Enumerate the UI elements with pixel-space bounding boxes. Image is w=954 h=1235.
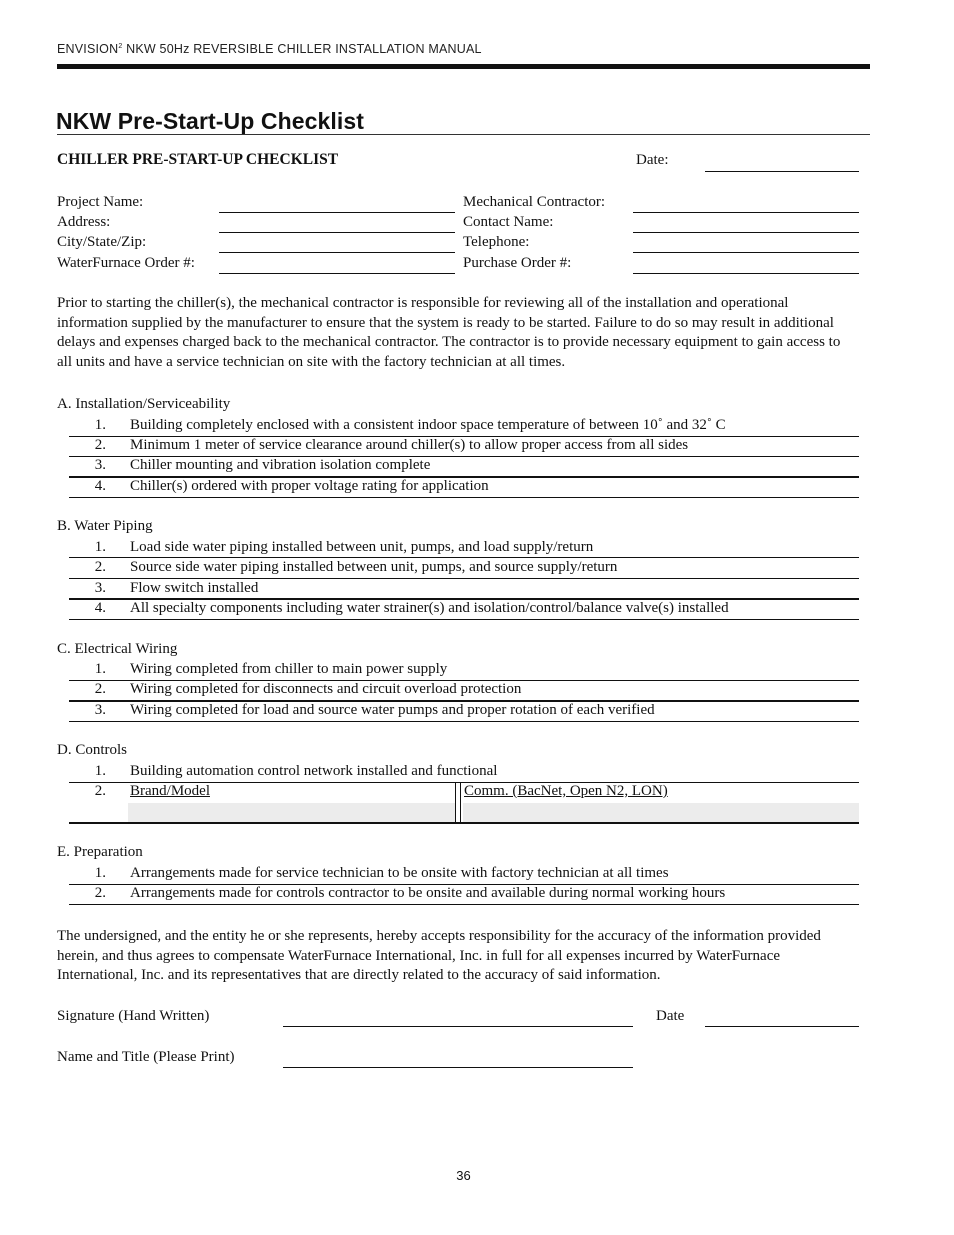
column-divider: [460, 782, 461, 823]
brand-superscript: 2: [118, 42, 123, 50]
checklist-item: Chiller mounting and vibration isolation complete: [130, 457, 431, 473]
header-rule: [57, 64, 870, 69]
item-number: 1.: [94, 539, 106, 555]
checklist-item: Source side water piping installed between unit, pumps, and source supply/return: [130, 559, 618, 575]
row-divider: [69, 904, 859, 905]
item-number: 2.: [94, 783, 106, 799]
item-number: 3.: [94, 702, 106, 718]
signature-field[interactable]: [283, 1026, 633, 1027]
item-number: 2.: [94, 437, 106, 453]
order-number-label: WaterFurnace Order #:: [57, 255, 195, 271]
contact-name-field[interactable]: [633, 232, 859, 233]
telephone-field[interactable]: [633, 252, 859, 253]
comm-protocol-label: Comm. (BacNet, Open N2, LON): [464, 783, 668, 799]
page-title: NKW Pre-Start-Up Checklist: [56, 108, 365, 134]
manual-title: NKW 50Hz REVERSIBLE CHILLER INSTALLATION MANUAL: [122, 42, 482, 56]
city-state-zip-label: City/State/Zip:: [57, 234, 147, 250]
section-title-installation: A. Installation/Serviceability: [57, 396, 231, 412]
telephone-label: Telephone:: [463, 234, 530, 250]
item-number: 3.: [94, 580, 106, 596]
column-divider: [455, 782, 456, 823]
title-rule: [57, 134, 870, 135]
address-field[interactable]: [219, 232, 455, 233]
name-title-label: Name and Title (Please Print): [57, 1049, 235, 1065]
project-name-label: Project Name:: [57, 194, 144, 210]
item-number: 2.: [94, 559, 106, 575]
form-subtitle: CHILLER PRE-START-UP CHECKLIST: [57, 151, 339, 168]
brand-name: ENVISION: [57, 42, 119, 56]
row-divider: [69, 619, 859, 620]
section-title-controls: D. Controls: [57, 742, 128, 758]
checklist-item: Minimum 1 meter of service clearance around chiller(s) to allow proper access from all sides: [130, 437, 689, 453]
checklist-item: Arrangements made for controls contractor to be onsite and available during normal working hours: [130, 885, 726, 901]
name-title-field[interactable]: [283, 1067, 633, 1068]
item-number: 3.: [94, 457, 106, 473]
row-divider: [69, 721, 859, 722]
page-number: 36: [456, 1168, 471, 1183]
item-number: 1.: [94, 763, 106, 779]
row-divider: [69, 578, 859, 579]
item-number: 1.: [94, 661, 106, 677]
item-number: 1.: [94, 417, 106, 433]
item-number: 2.: [94, 681, 106, 697]
order-number-field[interactable]: [219, 273, 455, 274]
signature-date-field[interactable]: [705, 1026, 859, 1027]
brand-model-field[interactable]: [128, 803, 455, 822]
signature-label: Signature (Hand Written): [57, 1008, 210, 1024]
row-divider: [69, 497, 859, 498]
checklist-item: Arrangements made for service technician to be onsite with factory technician at all times: [130, 865, 669, 881]
running-header: [57, 42, 482, 56]
intro-paragraph: Prior to starting the chiller(s), the mechanical contractor is responsible for reviewing all of the installation and operational information supplied by the manufacturer to ensure that the system is ready to be started. Failure to do so may result in additional delays and expenses charged back to the mechanical contractor. The contractor is to provide necessary equipment to gain access to all units and have a service technician on site with the factory technician at all times.: [57, 295, 841, 370]
signature-date-label: Date: [656, 1008, 685, 1024]
section-title-water-piping: B. Water Piping: [57, 518, 153, 534]
comm-protocol-field[interactable]: [463, 803, 859, 822]
purchase-order-field[interactable]: [633, 273, 859, 274]
checklist-item: Chiller(s) ordered with proper voltage rating for application: [130, 478, 489, 494]
city-state-zip-field[interactable]: [219, 252, 455, 253]
item-number: 4.: [94, 600, 106, 616]
section-title-electrical: C. Electrical Wiring: [57, 641, 178, 657]
item-number: 4.: [94, 478, 106, 494]
mechanical-contractor-label: Mechanical Contractor:: [463, 194, 606, 210]
checklist-item: Wiring completed for load and source water pumps and proper rotation of each verified: [130, 702, 655, 718]
section-title-preparation: E. Preparation: [57, 844, 143, 860]
item-number: 1.: [94, 865, 106, 881]
date-label: Date:: [636, 152, 669, 168]
closing-paragraph: The undersigned, and the entity he or she represents, hereby accepts responsibility for the accuracy of the information provided herein, and thus agrees to compensate WaterFurnace International, Inc. in full for all expenses incurred by WaterFurnace International, Inc. and its representatives that are directly related to the accuracy of said information.: [57, 928, 821, 984]
checklist-item: Wiring completed from chiller to main power supply: [130, 661, 448, 677]
checklist-item: Flow switch installed: [130, 580, 259, 596]
checklist-item: Wiring completed for disconnects and circuit overload protection: [130, 681, 522, 697]
row-divider: [69, 557, 859, 558]
mechanical-contractor-field[interactable]: [633, 212, 859, 213]
project-name-field[interactable]: [219, 212, 455, 213]
date-field[interactable]: [705, 171, 859, 172]
item-number: 2.: [94, 885, 106, 901]
address-label: Address:: [57, 214, 111, 230]
purchase-order-label: Purchase Order #:: [463, 255, 572, 271]
row-divider: [69, 822, 859, 824]
checklist-item: Load side water piping installed between unit, pumps, and load supply/return: [130, 539, 594, 555]
checklist-item: All specialty components including water strainer(s) and isolation/control/balance valve(s) installed: [130, 600, 729, 616]
checklist-item: Building completely enclosed with a consistent indoor space temperature of between 10˚ and 32˚ C: [130, 417, 726, 433]
brand-model-label: Brand/Model: [130, 783, 210, 799]
checklist-item: Building automation control network installed and functional: [130, 763, 498, 779]
contact-name-label: Contact Name:: [463, 214, 554, 230]
